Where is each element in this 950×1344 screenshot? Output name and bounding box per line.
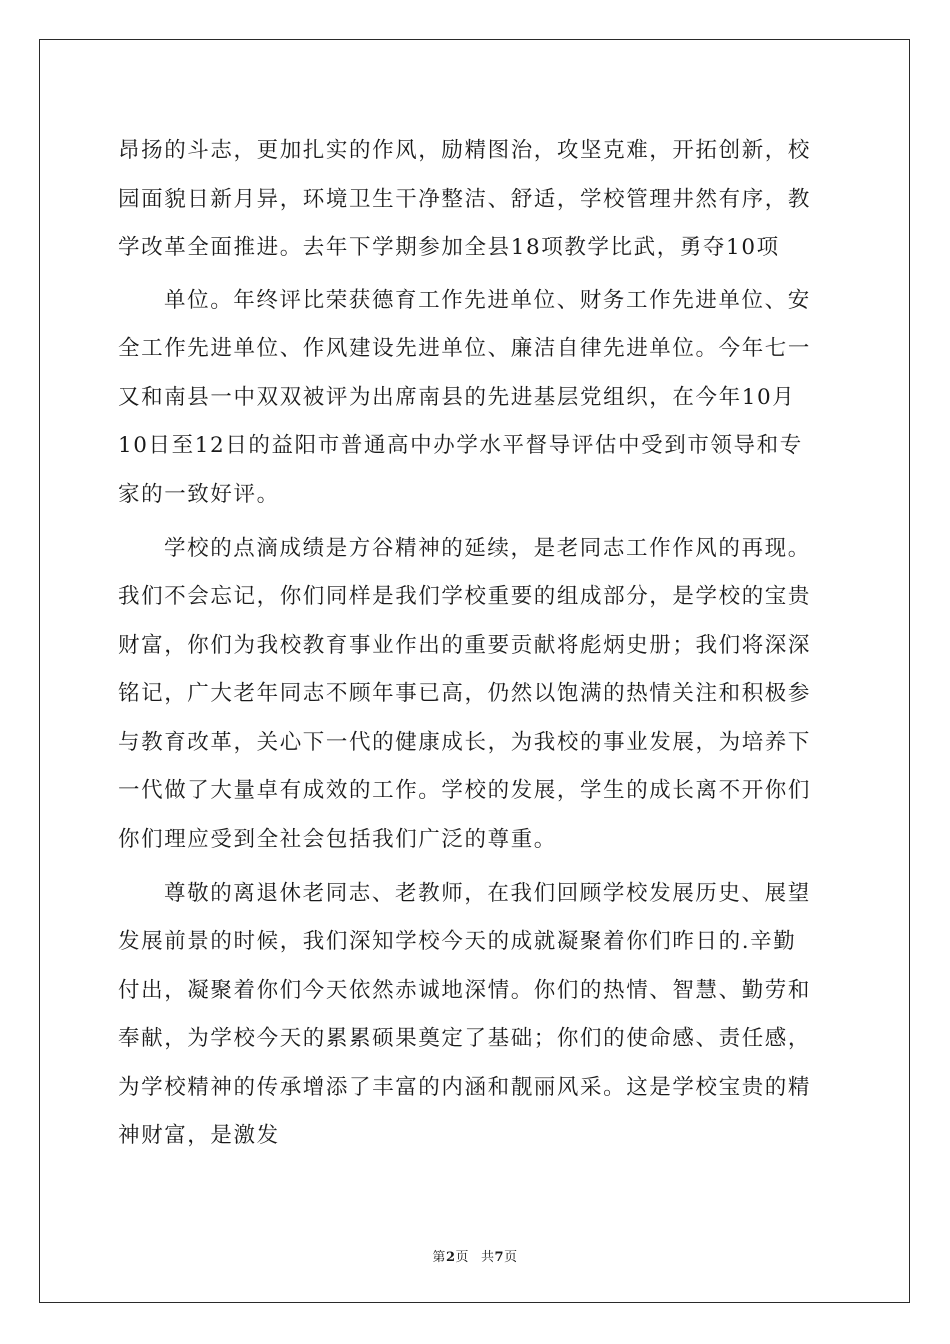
text-line: 又和南县一中双双被评为出席南县的先进基层党组织，在今年10月 — [118, 385, 796, 410]
text-line: 10日至12日的益阳市普通高中办学水平督导评估中受到市领导和专 — [118, 433, 803, 458]
text-line: 一代做了大量卓有成效的工作。学校的发展，学生的成长离不开你们 — [118, 778, 812, 803]
page-current: 2 — [445, 1250, 456, 1265]
page-total: 7 — [494, 1250, 505, 1265]
text-line: 尊敬的离退休老同志、老教师，在我们回顾学校发展历史、展望 — [164, 881, 811, 906]
text-line: 全工作先进单位、作风建设先进单位、廉洁自律先进单位。今年七一 — [118, 336, 812, 361]
page-prefix: 第 — [432, 1250, 446, 1265]
page-unit: 页 — [455, 1250, 469, 1265]
text-line: 园面貌日新月异，环境卫生干净整洁、舒适，学校管理井然有序，教 — [118, 187, 812, 212]
text-line: 学改革全面推进。去年下学期参加全县18项教学比武，勇夺10项 — [118, 235, 780, 260]
text-line: 奉献，为学校今天的累累硕果奠定了基础；你们的使命感、责任感， — [118, 1026, 812, 1051]
text-line: 铭记，广大老年同志不顾年事已高，仍然以饱满的热情关注和积极参 — [118, 681, 812, 706]
text-line: 付出，凝聚着你们今天依然赤诚地深情。你们的热情、智慧、勤劳和 — [118, 978, 812, 1003]
page-frame — [39, 39, 910, 1303]
text-line: 神财富，是激发 — [118, 1123, 280, 1148]
text-line: 你们理应受到全社会包括我们广泛的尊重。 — [118, 827, 557, 852]
text-line: 我们不会忘记，你们同样是我们学校重要的组成部分，是学校的宝贵 — [118, 584, 812, 609]
total-unit: 页 — [504, 1250, 518, 1265]
text-line: 学校的点滴成绩是方谷精神的延续，是老同志工作作风的再现。 — [164, 536, 811, 561]
text-line: 为学校精神的传承增添了丰富的内涵和靓丽风采。这是学校宝贵的精 — [118, 1075, 812, 1100]
text-line: 财富，你们为我校教育事业作出的重要贡献将彪炳史册；我们将深深 — [118, 633, 812, 658]
page-footer — [0, 1246, 950, 1265]
text-line: 与教育改革，关心下一代的健康成长，为我校的事业发展，为培养下 — [118, 730, 812, 755]
text-line: 单位。年终评比荣获德育工作先进单位、财务工作先进单位、安 — [164, 288, 811, 313]
text-line: 家的一致好评。 — [118, 482, 280, 507]
total-prefix: 共 — [481, 1250, 495, 1265]
text-line: 发展前景的时候，我们深知学校今天的成就凝聚着你们昨日的.辛勤 — [118, 929, 797, 954]
text-line: 昂扬的斗志，更加扎实的作风，励精图治，攻坚克难，开拓创新，校 — [118, 138, 812, 163]
